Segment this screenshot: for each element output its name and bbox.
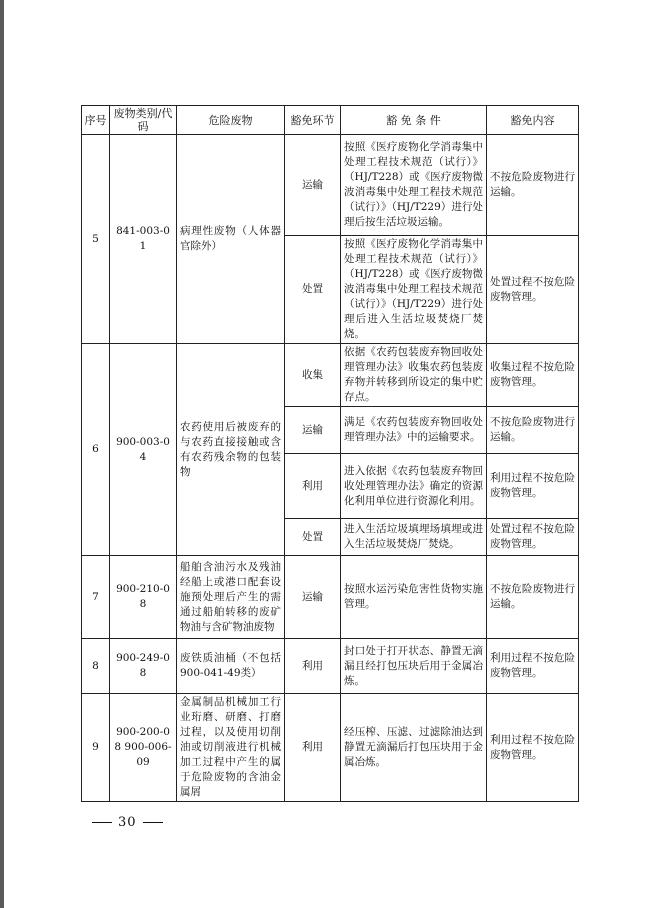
row-stage: 处置 bbox=[285, 236, 341, 344]
row-code: 900-003-04 bbox=[110, 344, 177, 556]
row-code: 900-249-08 bbox=[110, 639, 177, 694]
row-stage: 收集 bbox=[285, 344, 341, 407]
footer-dash-right bbox=[143, 822, 163, 823]
header-waste: 危险废物 bbox=[177, 106, 285, 135]
row-waste: 农药使用后被废弃的与农药直接接触或含有农药残余物的包装物 bbox=[177, 344, 285, 556]
row-waste: 金属制品机械加工行业珩磨、研磨、打磨过程，以及使用切削油或切削液进行机械加工过程中产生的属于危险废物的含油金属屑 bbox=[177, 694, 285, 802]
row-waste: 船舶含油污水及残油经船上或港口配套设施预处理后产生的需通过船舶转移的废矿物油与含矿物油废物 bbox=[177, 556, 285, 639]
row-stage: 运输 bbox=[285, 556, 341, 639]
header-row bbox=[82, 106, 579, 135]
row-content: 不按危险废物进行运输。 bbox=[487, 556, 579, 639]
row-content: 不按危险废物进行运输。 bbox=[487, 407, 579, 454]
row-condition: 经压榨、压滤、过滤除油达到静置无滴漏后打包压块用于金属冶炼。 bbox=[341, 694, 487, 802]
row-condition: 封口处于打开状态、静置无滴漏且经打包压块后用于金属冶炼。 bbox=[341, 639, 487, 694]
row-content: 处置过程不按危险废物管理。 bbox=[487, 236, 579, 344]
row-stage: 运输 bbox=[285, 407, 341, 454]
row-condition: 满足《农药包装废弃物回收处理管理办法》中的运输要求。 bbox=[341, 407, 487, 454]
row-content: 利用过程不按危险废物管理。 bbox=[487, 639, 579, 694]
page-edge-bar bbox=[0, 0, 4, 908]
footer-dash-left bbox=[92, 822, 112, 823]
header-condition: 豁 免 条 件 bbox=[341, 106, 487, 135]
row-code: 841-003-01 bbox=[110, 135, 177, 344]
row-no: 5 bbox=[82, 135, 110, 344]
row-condition: 按照《医疗废物化学消毒集中处理工程技术规范（试行）》（HJ/T228）或《医疗废物微波消毒集中处理工程技术规范（试行）》（HJ/T229）进行处理后按生活垃圾运输。 bbox=[341, 135, 487, 236]
row-no: 6 bbox=[82, 344, 110, 556]
table-row bbox=[82, 639, 579, 694]
row-content: 不按危险废物进行运输。 bbox=[487, 135, 579, 236]
row-code: 900-210-08 bbox=[110, 556, 177, 639]
page-number: 30 bbox=[118, 815, 137, 830]
row-stage: 利用 bbox=[285, 694, 341, 802]
header-code: 废物类别/代码 bbox=[110, 106, 177, 135]
row-content: 利用过程不按危险废物管理。 bbox=[487, 454, 579, 519]
row-no: 7 bbox=[82, 556, 110, 639]
exemption-table bbox=[81, 105, 579, 802]
row-waste: 废铁质油桶（不包括900-041-49类） bbox=[177, 639, 285, 694]
row-code: 900-200-08 900-006-09 bbox=[110, 694, 177, 802]
row-content: 利用过程不按危险废物管理。 bbox=[487, 694, 579, 802]
row-no: 9 bbox=[82, 694, 110, 802]
row-stage: 运输 bbox=[285, 135, 341, 236]
header-no: 序号 bbox=[82, 106, 110, 135]
row-content: 处置过程不按危险废物管理。 bbox=[487, 519, 579, 556]
row-stage: 利用 bbox=[285, 639, 341, 694]
row-content: 收集过程不按危险废物管理。 bbox=[487, 344, 579, 407]
row-condition: 按照水运污染危害性货物实施管理。 bbox=[341, 556, 487, 639]
header-stage: 豁免环节 bbox=[285, 106, 341, 135]
table-row bbox=[82, 556, 579, 639]
row-stage: 利用 bbox=[285, 454, 341, 519]
table-row bbox=[82, 694, 579, 802]
table-row bbox=[82, 344, 579, 407]
row-waste: 病理性废物（人体器官除外） bbox=[177, 135, 285, 344]
row-stage: 处置 bbox=[285, 519, 341, 556]
row-condition: 依据《农药包装废弃物回收处理管理办法》收集农药包装废弃物并转移到所设定的集中贮存点。 bbox=[341, 344, 487, 407]
page-footer bbox=[86, 815, 169, 830]
row-condition: 按照《医疗废物化学消毒集中处理工程技术规范（试行）》（HJ/T228）或《医疗废物微波消毒集中处理工程技术规范（试行）》（HJ/T229）进行处理后进入生活垃圾焚烧厂焚烧。 bbox=[341, 236, 487, 344]
table-row bbox=[82, 135, 579, 236]
row-no: 8 bbox=[82, 639, 110, 694]
row-condition: 进入生活垃圾填埋场填埋或进入生活垃圾焚烧厂焚烧。 bbox=[341, 519, 487, 556]
row-condition: 进入依据《农药包装废弃物回收处理管理办法》确定的资源化利用单位进行资源化利用。 bbox=[341, 454, 487, 519]
header-content: 豁免内容 bbox=[487, 106, 579, 135]
